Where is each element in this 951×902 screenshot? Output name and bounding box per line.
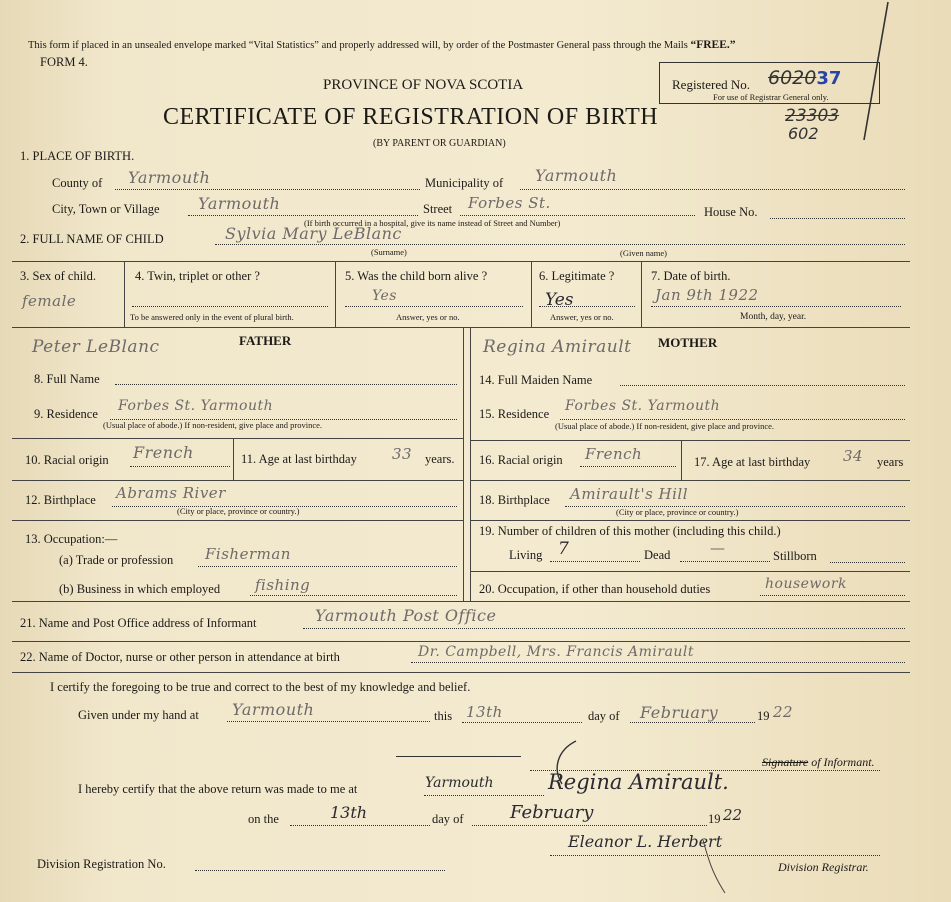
sex-value: female [22,292,77,310]
father-racial-line [130,466,230,467]
father-age-value: 33 [392,445,413,463]
registrar-place-line [424,795,544,796]
father-full-name-label: 8. Full Name [34,372,100,386]
mother-occupation-value: housework [765,576,848,592]
attendant-label: 22. Name of Doctor, nurse or other person in attendance at birth [20,650,340,664]
twin-label: 4. Twin, triplet or other ? [135,269,260,283]
divider [470,440,910,441]
given-label: Given under my hand at [78,708,199,722]
county-label: County of [52,176,103,190]
legit-value: Yes [545,290,574,310]
mother-birthplace-label: 18. Birthplace [479,493,550,507]
certify-statement: I certify the foregoing to be true and correct to the best of my knowledge and belief. [50,680,471,694]
mother-heading: MOTHER [658,335,718,350]
divider [12,672,910,673]
registrar-day-value: 13th [330,803,368,822]
municipality-value: Yarmouth [535,166,618,185]
divider [12,438,463,439]
twin-note: To be answered only in the event of plural birth. [130,312,294,322]
mother-dead-value: — [710,539,726,557]
street-line [460,215,695,216]
divider [12,601,910,602]
day-value: 13th [466,703,503,721]
mother-living-label: Living [509,548,543,562]
mother-occupation-line [760,595,905,596]
father-full-name-line [115,384,457,385]
month-line [630,722,755,723]
mother-residence-note: (Usual place of abode.) If non-resident, give place and province. [555,421,775,431]
mother-racial-line [580,466,676,467]
mother-maiden-label: 14. Full Maiden Name [479,373,593,387]
father-residence-label: 9. Residence [34,407,98,421]
registrar-day-line [290,825,430,826]
twin-line [132,306,328,307]
father-birthplace-label: 12. Birthplace [25,493,96,507]
divider [470,327,471,601]
divider [335,261,336,327]
year-prefix: 19 [757,709,770,723]
division-registration-line [195,870,445,871]
mother-racial-label: 16. Racial origin [479,453,563,467]
alive-label: 5. Was the child born alive ? [345,269,488,283]
city-label: City, Town or Village [52,202,160,216]
city-value: Yarmouth [198,194,281,213]
divider [463,327,464,601]
registered-sub: For use of Registrar General only. [713,92,829,102]
document-subtitle: (BY PARENT OR GUARDIAN) [373,138,506,149]
father-years: years. [425,452,455,466]
signature-label: Signature of Informant. [762,755,875,769]
alive-note: Answer, yes or no. [396,312,460,322]
mother-children-label: 19. Number of children of this mother (including this child.) [479,524,781,538]
informant-signature: Regina Amirault. [548,770,729,794]
registrar-signature: Eleanor L. Herbert [568,832,723,851]
mother-racial-value: French [585,445,643,463]
year-suffix: 22 [773,703,794,721]
father-birthplace-value: Abrams River [116,484,226,502]
pen-number-a: 23303 [785,106,840,126]
father-age-label: 11. Age at last birthday [241,452,357,466]
divider [12,520,463,521]
divider [470,480,910,481]
surname-note: (Surname) [371,247,407,257]
registrar-place-value: Yarmouth [425,775,494,791]
province-heading: PROVINCE OF NOVA SCOTIA [323,77,524,93]
form-number: FORM 4. [40,55,88,69]
postal-notice: This form if placed in an unsealed envelope marked “Vital Statistics” and properly addressed will, by order of the Postmaster General pass through the Mails “FREE.” [28,39,736,51]
mother-age-label: 17. Age at last birthday [694,455,811,469]
divider [681,440,682,480]
county-line [115,189,420,190]
mother-birthplace-note: (City or place, province or country.) [616,507,739,517]
father-heading: FATHER [239,333,292,348]
place-of-birth-label: 1. PLACE OF BIRTH. [20,149,135,163]
father-occupation-label: 13. Occupation:— [25,532,118,546]
house-line [770,218,905,219]
pen-stroke [846,0,896,150]
divider [12,327,910,328]
father-residence-value: Forbes St. Yarmouth [118,398,274,414]
given-place-value: Yarmouth [232,700,315,719]
given-place-line [227,721,430,722]
pen-stroke [548,738,588,788]
registrar-day-of: day of [432,812,464,826]
alive-value: Yes [372,288,397,304]
divider [470,571,910,572]
father-residence-note: (Usual place of abode.) If non-resident, give place and province. [103,420,323,430]
mother-dead-line [680,561,770,562]
mother-occupation-label: 20. Occupation, if other than household duties [479,582,711,596]
this-label: this [434,709,453,723]
day-of-label: day of [588,709,620,723]
registrar-month-line [472,825,707,826]
registered-label: Registered No. [672,77,750,92]
divider [124,261,125,327]
father-trade-label: (a) Trade or profession [59,553,174,567]
alive-line [345,306,523,307]
father-business-label: (b) Business in which employed [59,582,221,596]
on-the-label: on the [248,812,279,826]
child-name-label: 2. FULL NAME OF CHILD [20,232,164,246]
mother-residence-value: Forbes St. Yarmouth [565,398,721,414]
dob-value: Jan 9th 1922 [655,286,759,304]
attendant-line [411,662,905,663]
legit-label: 6. Legitimate ? [539,269,615,283]
sex-label: 3. Sex of child. [20,269,97,283]
attendant-value: Dr. Campbell, Mrs. Francis Amirault [418,644,695,660]
divider [470,520,910,521]
dob-line [651,306,901,307]
municipality-line [520,189,905,190]
informant-line [303,628,905,629]
child-name-line [215,244,905,245]
divider [12,261,910,262]
document-title: CERTIFICATE OF REGISTRATION OF BIRTH [163,104,659,130]
mother-living-value: 7 [558,539,569,559]
father-racial-value: French [133,443,194,462]
registrar-label: Division Registrar. [778,860,869,874]
divider [233,438,234,480]
street-value: Forbes St. [468,194,551,212]
county-value: Yarmouth [128,168,211,187]
father-written-name: Peter LeBlanc [32,337,160,357]
division-registration-label: Division Registration No. [37,857,166,871]
mother-residence-line [560,419,905,420]
father-trade-value: Fisherman [205,545,291,563]
mother-maiden-line [620,385,905,386]
divider [12,641,910,642]
month-value: February [640,703,719,722]
father-business-line [250,595,457,596]
dob-label: 7. Date of birth. [651,269,731,283]
legit-note: Answer, yes or no. [550,312,614,322]
pen-number-b: 602 [788,124,819,143]
divider [396,756,521,757]
registered-number: 602037 [768,67,842,89]
mother-dead-label: Dead [644,548,671,562]
municipality-label: Municipality of [425,176,504,190]
father-racial-label: 10. Racial origin [25,453,109,467]
mother-living-line [550,561,640,562]
city-line [188,215,418,216]
informant-value: Yarmouth Post Office [315,606,497,625]
registrar-year-prefix: 19 [708,812,721,826]
mother-birthplace-value: Amirault's Hill [570,485,689,503]
mother-written-name: Regina Amirault [483,337,632,357]
day-line [462,722,582,723]
pen-stroke [700,838,730,898]
father-trade-line [198,566,457,567]
divider [12,480,463,481]
father-birthplace-note: (City or place, province or country.) [177,506,300,516]
registrar-statement: I hereby certify that the above return was made to me at [78,782,358,796]
mother-residence-label: 15. Residence [479,407,550,421]
house-label: House No. [704,205,758,219]
registrar-month-value: February [510,802,594,823]
hospital-note: (If birth occurred in a hospital, give its name instead of Street and Number) [304,218,561,228]
child-name-value: Sylvia Mary LeBlanc [225,224,402,243]
dob-note: Month, day, year. [740,312,807,322]
given-note: (Given name) [620,248,667,258]
registrar-year-suffix: 22 [723,806,743,824]
mother-stillborn-line [830,562,905,563]
divider [531,261,532,327]
divider [641,261,642,327]
mother-years: years [877,455,904,469]
informant-label: 21. Name and Post Office address of Informant [20,616,257,630]
mother-stillborn-label: Stillborn [773,549,817,563]
father-business-value: fishing [255,576,311,594]
mother-age-value: 34 [843,447,864,465]
street-label: Street [423,202,453,216]
